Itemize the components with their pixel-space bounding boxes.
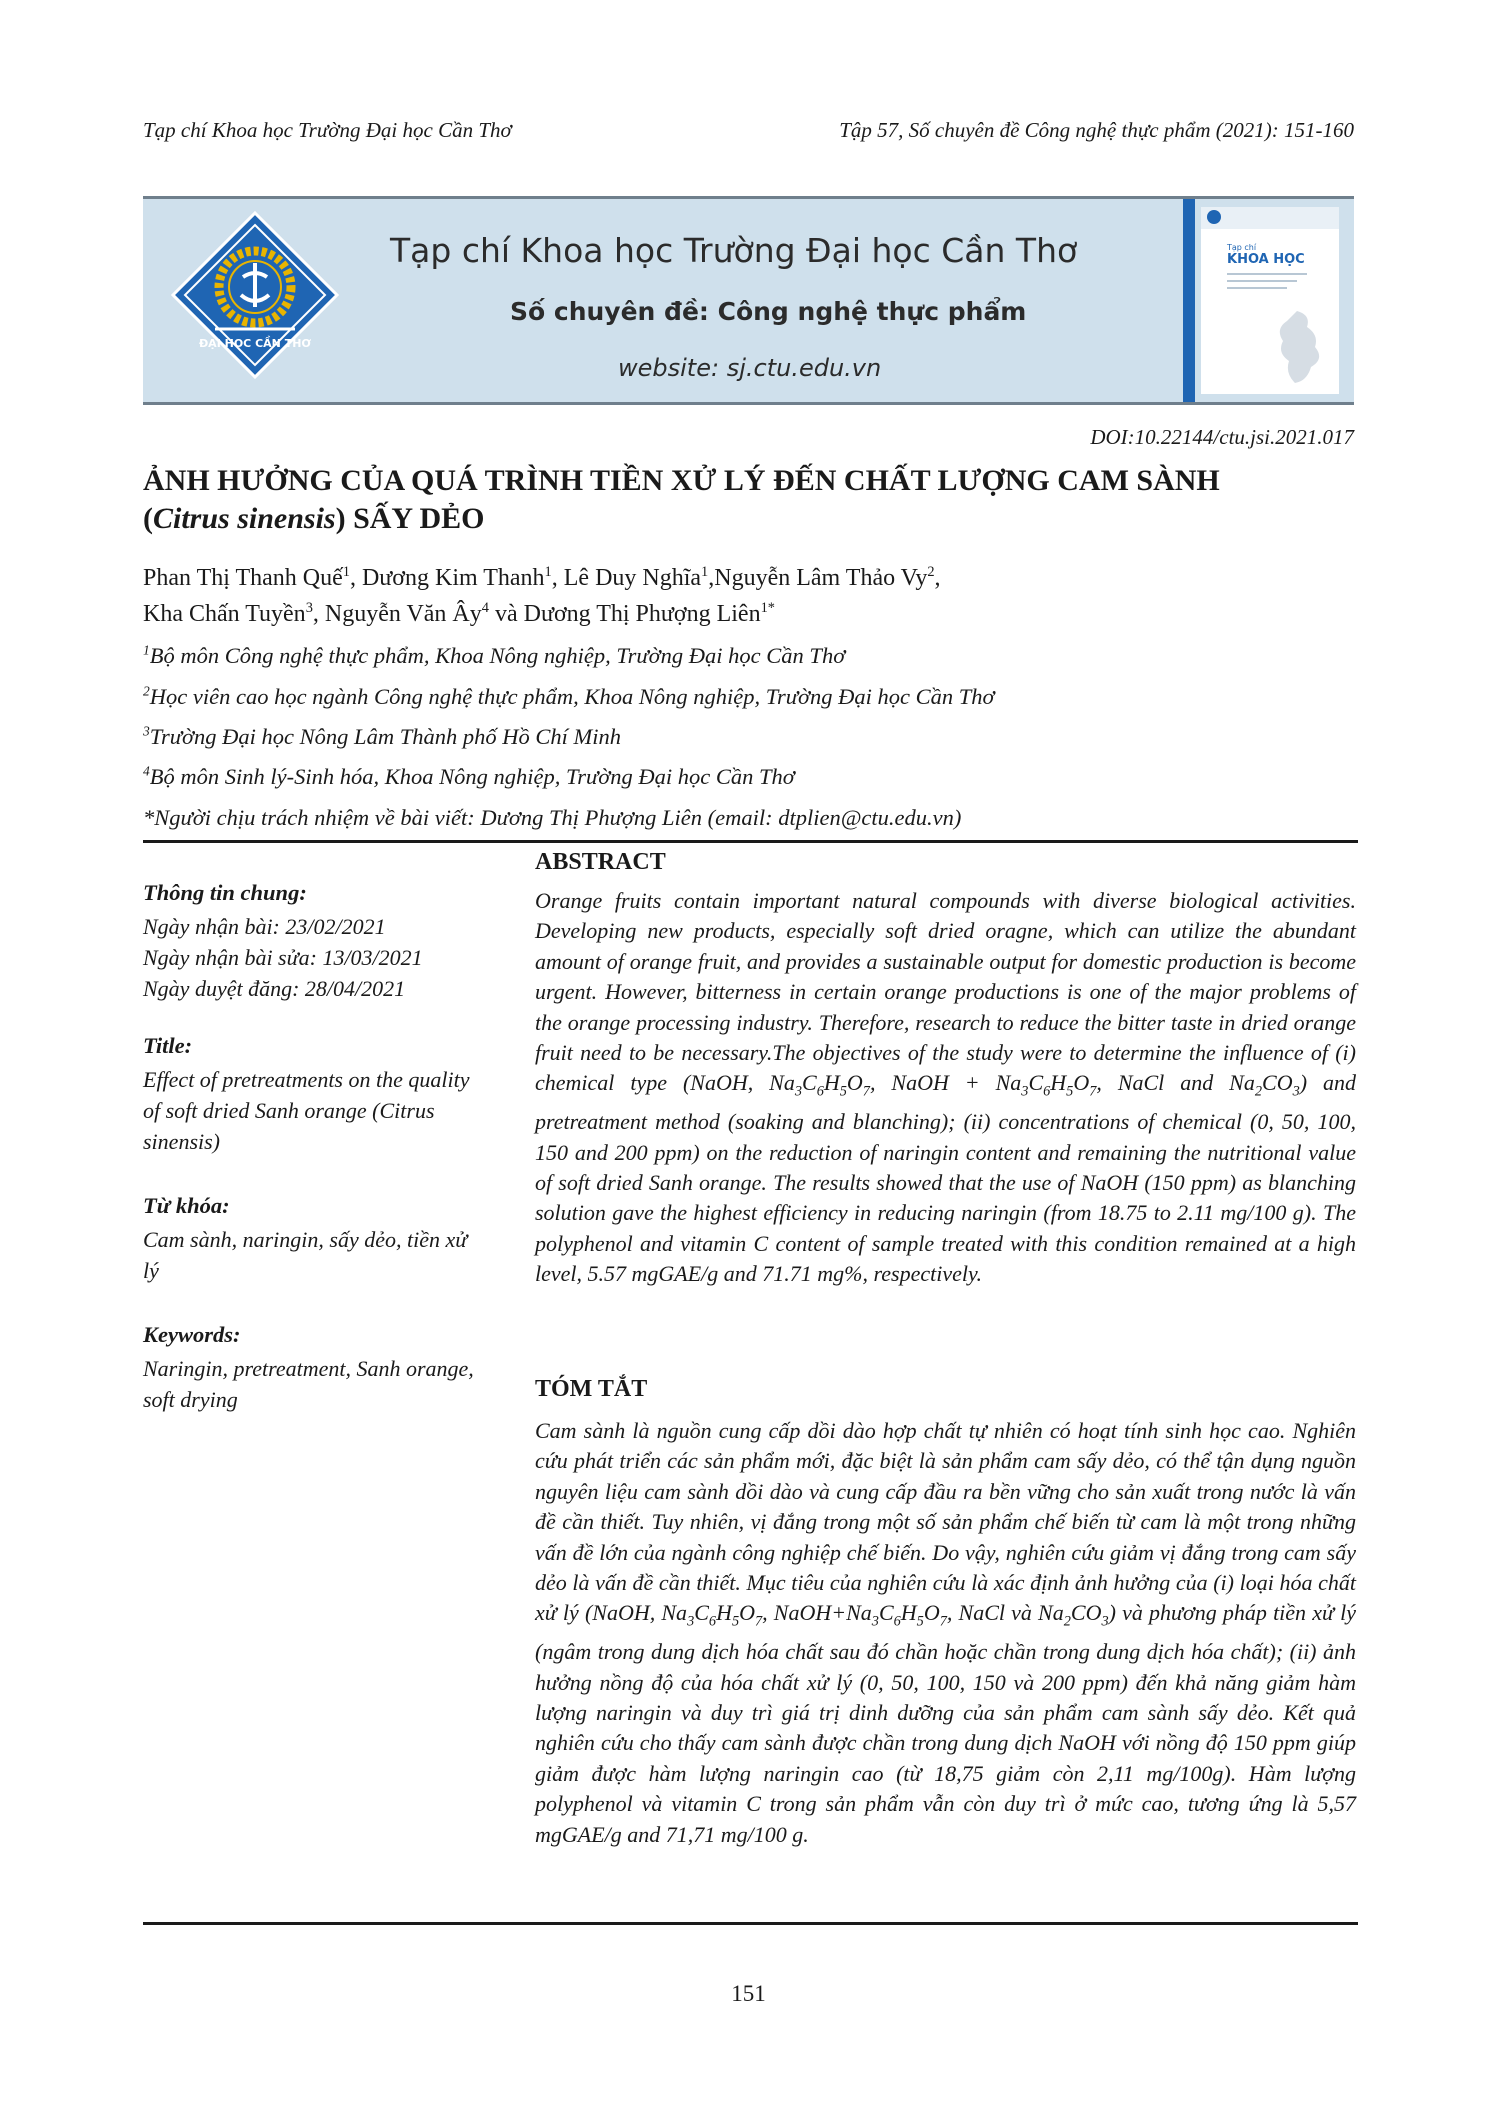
running-header-right: Tập 57, Số chuyên đề Công nghệ thực phẩm (2021): 151-160 [839, 118, 1354, 142]
journal-cover-thumbnail [1201, 207, 1339, 394]
affiliation-mark: 1 [143, 642, 150, 658]
map-icon [1267, 307, 1331, 387]
author-name: và Dương Thị Phượng Liên [488, 601, 761, 627]
author-name: Kha Chấn Tuyền [143, 601, 306, 627]
bottom-divider [143, 1922, 1358, 1925]
title-species: Citrus sinensis [153, 502, 336, 535]
cover-line [1227, 280, 1297, 282]
info-heading: Thông tin chung: [143, 880, 307, 905]
title-line-2: ) SẤY DẺO [335, 502, 485, 535]
journal-banner [143, 196, 1354, 405]
doi: DOI:10.22144/ctu.jsi.2021.017 [1090, 425, 1354, 449]
paper-title [143, 462, 1358, 538]
affiliation-text: Trường Đại học Nông Lâm Thành phố Hồ Chí Minh [149, 724, 621, 749]
title-open-paren: ( [143, 502, 153, 535]
affiliation [143, 643, 845, 669]
affiliation-mark: 2 [143, 683, 150, 699]
english-title: Effect of pretreatments on the quality of soft dried Sanh orange (Citrus sinensis) [143, 1067, 470, 1154]
page-number: 151 [731, 1981, 766, 2006]
banner-title: Tạp chí Khoa học Trường Đại học Cần Thơ [390, 231, 1078, 270]
tomtat-text: Cam sành là nguồn cung cấp dồi dào hợp chất tự nhiên có hoạt tính sinh học cao. Nghiên cứu phát triển các sản phẩm mới, đặc biệt là sản phẩm cam sấy dẻo, có thể tận dụng nguồn nguyên liệu cam sành dồi dào và cung cấp đầu ra bền vững cho sản xuất trong nước là vấn đề cần thiết. Tuy nhiên, vị đắng trong một số sản phẩm chế biến từ cam là một trong những vấn đề lớn của ngành công nghiệp chế biến. Do vậy, nghiên cứu giảm vị đắng trong cam sấy dẻo là vấn đề cần thiết. Mục tiêu của nghiên cứu là xác định ảnh hưởng của (i) loại hóa chất xử lý (NaOH, $Na_3C_6H_5O_7$, $NaOH+Na_3C_6H_5O_7$, NaCl và $Na_2CO_3$) và phương pháp tiền xử lý (ngâm trong dung dịch hóa chất sau đó chần hoặc chần trong dung dịch hóa chất); (ii) ảnh hưởng nồng độ của hóa chất xử lý (0, 50, 100, 150 và 200 ppm) đến khả năng giảm hàm lượng naringin và duy trì giá trị dinh dưỡng của sản phẩm cam sành sấy dẻo. Kết quả nghiên cứu cho thấy cam sành được chần trong dung dịch NaOH với nồng độ 150 ppm giúp giảm được hàm lượng naringin cao (từ 18,75 giảm còn 2,11 mg/100g). Hàm lượng polyphenol và vitamin C trong sản phẩm vẫn còn duy trì ở mức cao, tương ứng là 5,57 mgGAE/g and 71,71 mg/100 g. [535, 1418, 1357, 1847]
author-name: ,Nguyễn Lâm Thảo Vy [708, 565, 928, 591]
top-divider [143, 840, 1358, 843]
tomtat-heading: TÓM TẮT [535, 1376, 648, 1402]
author-name: , Lê Duy Nghĩa [551, 565, 702, 591]
author-affiliation-mark: 1* [760, 600, 775, 616]
author-affiliation-mark: 2 [927, 564, 935, 580]
abstract-heading: ABSTRACT [535, 849, 666, 875]
affiliation-text: Học viên cao học ngành Công nghệ thực phẩm, Khoa Nông nghiệp, Trường Đại học Cần Thơ [149, 684, 995, 709]
accepted-date: Ngày duyệt đăng: 28/04/2021 [143, 976, 406, 1001]
revised-date: Ngày nhận bài sửa: 13/03/2021 [143, 945, 423, 970]
abstract-text: Orange fruits contain important natural compounds with diverse biological activities. Developing new products, especially soft dried oragne, which can utilize the abundant amount of orange fruit, and provides a sustainable output for domestic production is become urgent. However, bitterness in certain orange productions is one of the major problems of the orange processing industry. Therefore, research to reduce the bitter taste in dried orange fruit need to be necessary.The objectives of the study were to determine the influence of (i) chemical type (NaOH, $Na_3C_6H_5O_7$, NaOH + $Na_3C_6H_5O_7$, NaCl and $Na_2CO_3$) and pretreatment method (soaking and blanching); (ii) concentrations of chemical (0, 50, 100, 150 and 200 ppm) on the reduction of naringin content and remaining the nutritional value of soft dried Sanh orange. The results showed that the use of NaOH (150 ppm) as blanching solution gave the highest efficiency in reducing naringin (from 18.75 to 2.11 mg/100 g). The polyphenol and vitamin C content of sample treated with this condition remained at a high level, 5.57 mgGAE/g and 71.71 mg%, respectively. [535, 888, 1357, 1287]
author-separator: , [934, 565, 941, 591]
author-list [143, 560, 1358, 632]
title-heading: Title: [143, 1033, 193, 1058]
author-affiliation-mark: 1 [342, 564, 350, 580]
received-date: Ngày nhận bài: 23/02/2021 [143, 914, 386, 939]
affiliation-text: Bộ môn Sinh lý-Sinh hóa, Khoa Nông nghiệp, Trường Đại học Cần Thơ [149, 764, 795, 789]
author-affiliation-mark: 1 [544, 564, 552, 580]
cover-small-label: Tạp chí [1227, 243, 1257, 252]
author-name: Phan Thị Thanh Quế [143, 565, 343, 591]
affiliation [143, 724, 621, 750]
cover-title: KHOA HỌC [1227, 252, 1305, 267]
logo-text: ĐẠI HỌC CẦN THƠ [198, 337, 312, 350]
banner-website: website: sj.ctu.edu.vn [618, 354, 882, 382]
keywords-heading: Keywords: [143, 1322, 241, 1347]
cover-line [1227, 273, 1307, 275]
affiliation [143, 764, 795, 790]
affiliation-text: Bộ môn Công nghệ thực phẩm, Khoa Nông nghiệp, Trường Đại học Cần Thơ [149, 643, 846, 668]
affiliation-mark: 3 [143, 723, 150, 739]
author-affiliation-mark: 4 [481, 600, 489, 616]
author-name: , Dương Kim Thanh [349, 565, 545, 591]
author-affiliation-mark: 3 [305, 600, 313, 616]
cover-line [1227, 287, 1287, 289]
author-affiliation-mark: 1 [701, 564, 709, 580]
title-line-1: ẢNH HƯỞNG CỦA QUÁ TRÌNH TIỀN XỬ LÝ ĐẾN CHẤT LƯỢNG CAM SÀNH [143, 464, 1220, 497]
corresponding-author: *Người chịu trách nhiệm về bài viết: Dương Thị Phượng Liên (email: dtplien@ctu.edu.vn) [143, 805, 962, 830]
university-logo [171, 211, 339, 379]
affiliation [143, 684, 995, 710]
affiliation-mark: 4 [143, 763, 150, 779]
keywords-text: Naringin, pretreatment, Sanh orange, soft drying [143, 1356, 474, 1412]
author-name: , Nguyễn Văn Ây [312, 601, 482, 627]
tukhoa-text: Cam sành, naringin, sấy dẻo, tiền xử lý [143, 1227, 468, 1283]
banner-accent-bar [1183, 199, 1195, 402]
cover-header-strip [1201, 207, 1339, 229]
cover-badge-icon [1207, 210, 1221, 224]
banner-subtitle: Số chuyên đề: Công nghệ thực phẩm [510, 297, 1027, 326]
tukhoa-heading: Từ khóa: [143, 1193, 230, 1218]
running-header-left: Tạp chí Khoa học Trường Đại học Cần Thơ [143, 118, 512, 142]
